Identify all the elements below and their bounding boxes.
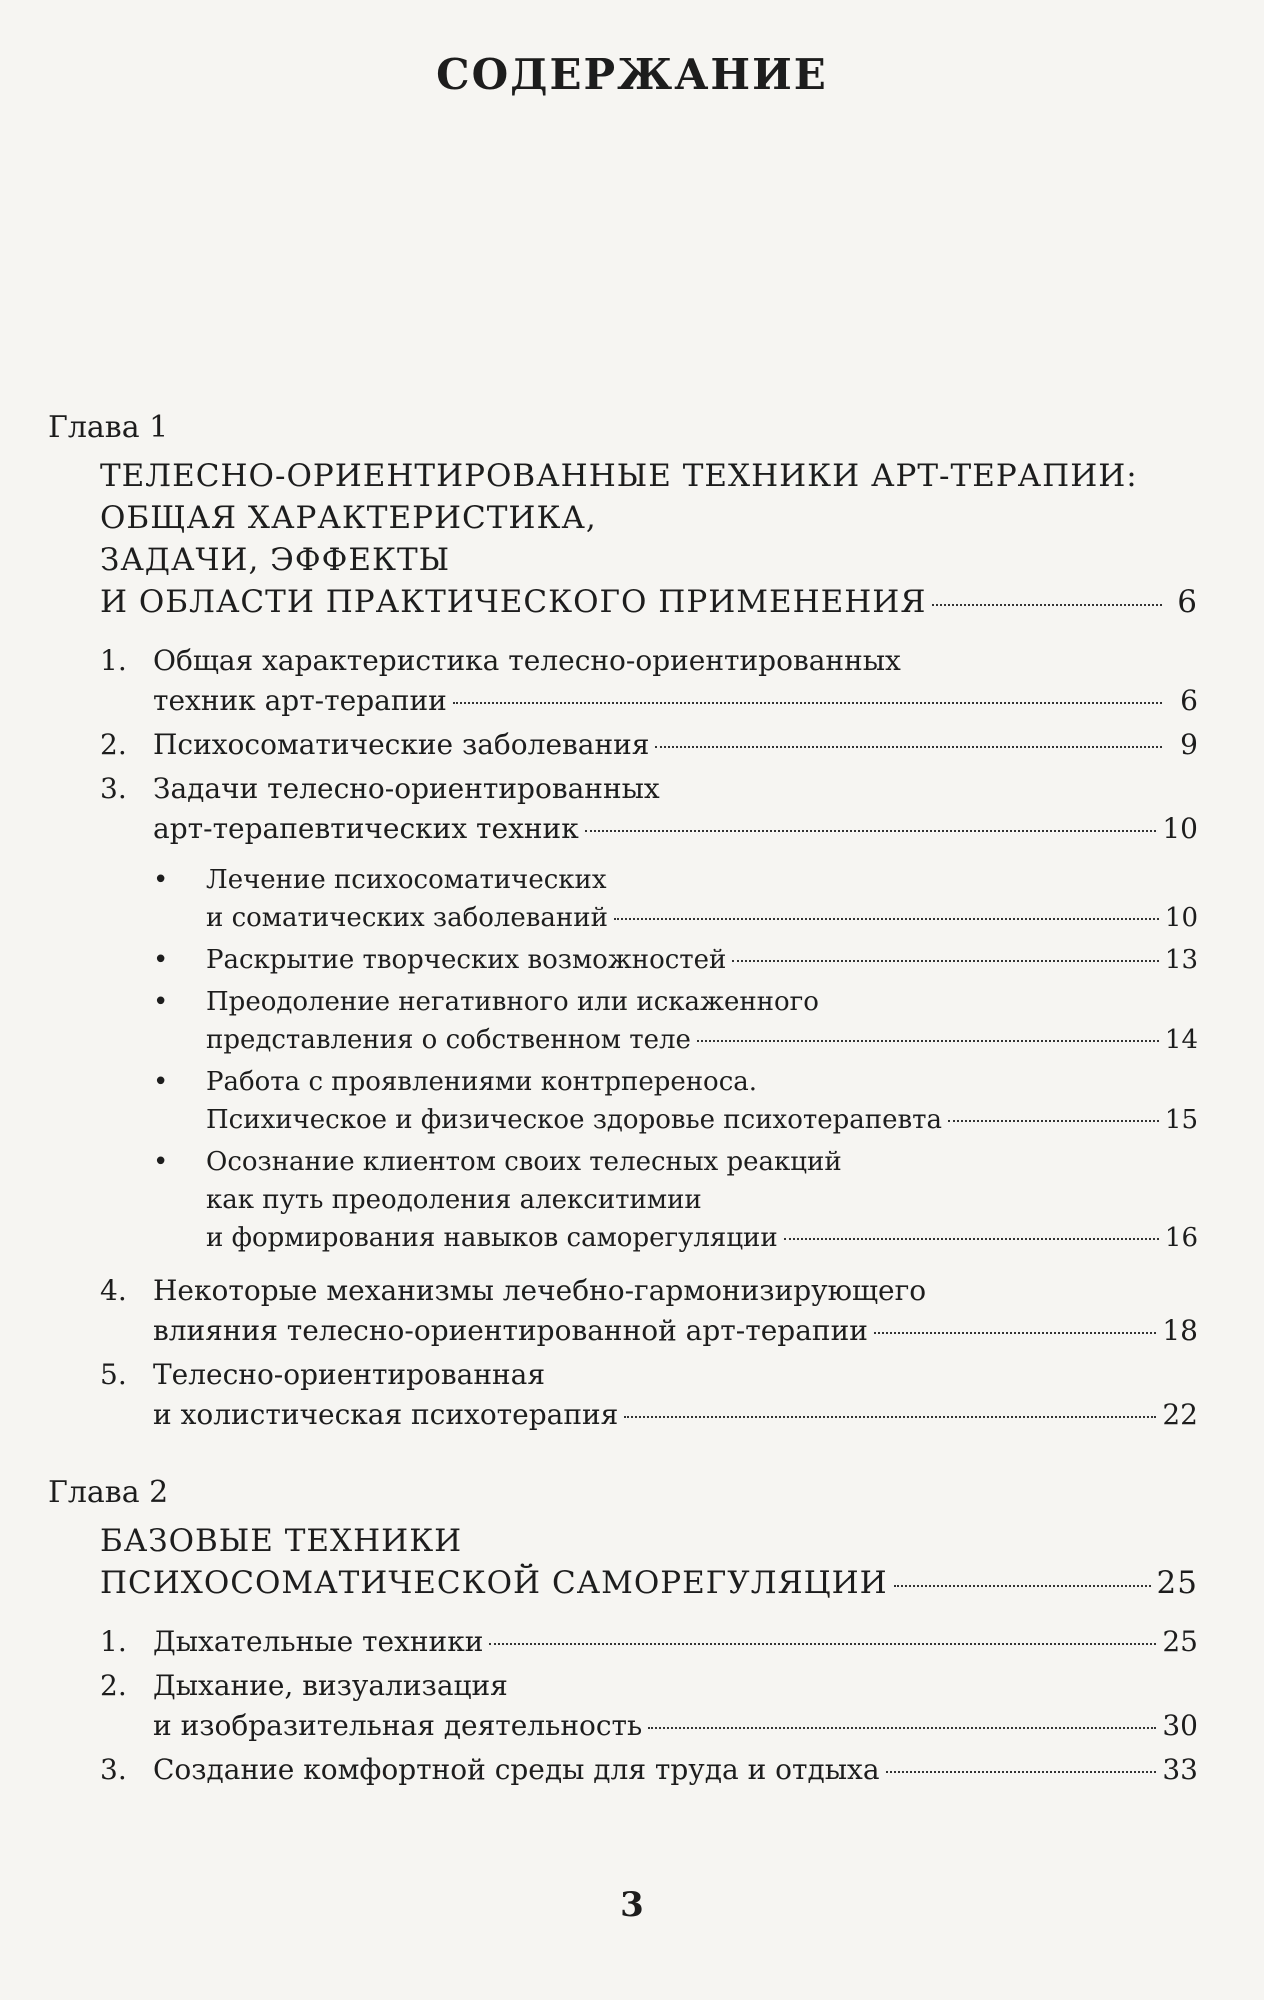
toc-subentry (48, 983, 1198, 1059)
chapter-title-last-line (100, 581, 1198, 623)
dot-leader (453, 702, 1162, 704)
toc-subentry (48, 861, 1198, 937)
chapter-title-line: ПСИХОСОМАТИЧЕСКОЙ САМОРЕГУЛЯЦИИ (100, 1565, 888, 1601)
entry-line: арт-терапевтических техник (153, 812, 579, 845)
page-ref: 25 (1162, 1625, 1198, 1658)
entry-line: Осознание клиентом своих телесных реакций (206, 1147, 842, 1177)
entry-number: 1. (100, 1625, 127, 1658)
dot-leader (886, 1771, 1157, 1773)
chapter-title-line: ЗАДАЧИ, ЭФФЕКТЫ (100, 542, 451, 578)
entry-line: Преодоление негативного или искаженного (206, 987, 819, 1017)
entry-line: Дыхание, визуализация (153, 1669, 508, 1702)
entry-line: и холистическая психотерапия (153, 1398, 619, 1431)
chapter-title-last-line (100, 1562, 1198, 1604)
bullet-icon: • (153, 1147, 169, 1177)
toc-entry (48, 769, 1198, 849)
dot-leader (697, 1040, 1159, 1042)
entry-line: Дыхательные техники (153, 1625, 484, 1658)
dot-leader (624, 1416, 1156, 1418)
chapter-title (100, 1520, 1198, 1604)
chapter-label: Глава 2 (48, 1475, 169, 1510)
entry-line: Психическое и физическое здоровье психотерапевта (206, 1105, 942, 1135)
entry-line: Телесно-ориентированная (153, 1358, 546, 1391)
page-number: 3 (620, 1885, 644, 1925)
subsection-list (48, 861, 1198, 1257)
page-ref: 18 (1162, 1314, 1198, 1347)
page-ref: 9 (1180, 728, 1198, 761)
dot-leader (648, 1727, 1156, 1729)
entry-line: Некоторые механизмы лечебно-гармонизирующего (153, 1274, 927, 1307)
entry-line: и соматических заболеваний (206, 903, 608, 933)
bullet-icon: • (153, 1067, 169, 1097)
chapter-title (100, 455, 1198, 623)
section-list (48, 1622, 1198, 1790)
page-ref: 6 (1177, 584, 1198, 620)
dot-leader (932, 604, 1162, 606)
page-ref: 6 (1180, 684, 1198, 717)
toc (48, 410, 1198, 1830)
bullet-icon: • (153, 987, 169, 1017)
entry-line: Раскрытие творческих возможностей (206, 945, 727, 975)
entry-line: Создание комфортной среды для труда и отдыха (153, 1753, 880, 1786)
entry-line: Общая характеристика телесно-ориентированных (153, 644, 901, 677)
dot-leader (784, 1238, 1159, 1240)
page-ref: 16 (1164, 1223, 1198, 1253)
chapter-title-line: БАЗОВЫЕ ТЕХНИКИ (100, 1523, 463, 1559)
entry-line: и формирования навыков саморегуляции (206, 1223, 778, 1253)
dot-leader (874, 1332, 1156, 1334)
entry-line: Психосоматические заболевания (153, 728, 650, 761)
toc-subentry (48, 1063, 1198, 1139)
entry-line: представления о собственном теле (206, 1025, 691, 1055)
entry-number: 1. (100, 644, 127, 677)
entry-number: 2. (100, 728, 127, 761)
section-list (48, 641, 1198, 1435)
toc-entry (48, 1355, 1198, 1435)
entry-line: влияния телесно-ориентированной арт-терапии (153, 1314, 868, 1347)
page-ref: 13 (1164, 945, 1198, 975)
bullet-icon: • (153, 865, 169, 895)
entry-number: 3. (100, 1753, 127, 1786)
chapter-2 (48, 1475, 1198, 1790)
dot-leader (655, 746, 1162, 748)
chapter-1 (48, 410, 1198, 1435)
chapter-label: Глава 1 (48, 410, 169, 445)
toc-entry (48, 1622, 1198, 1662)
toc-subentry (48, 1143, 1198, 1257)
entry-line: Задачи телесно-ориентированных (153, 772, 660, 805)
toc-entry (48, 1666, 1198, 1746)
dot-leader (585, 830, 1157, 832)
page-ref: 25 (1156, 1565, 1198, 1601)
dot-leader (614, 918, 1159, 920)
dot-leader (732, 960, 1159, 962)
entry-number: 5. (100, 1358, 127, 1391)
entry-line: как путь преодоления алекситимии (206, 1185, 702, 1215)
toc-entry (48, 1750, 1198, 1790)
toc-entry (48, 725, 1198, 765)
entry-line: Лечение психосоматических (206, 865, 607, 895)
entry-line: Работа с проявлениями контрпереноса. (206, 1067, 758, 1097)
page-title: СОДЕРЖАНИЕ (436, 50, 828, 99)
chapter-title-line: ОБЩАЯ ХАРАКТЕРИСТИКА, (100, 500, 597, 536)
chapter-title-line: ТЕЛЕСНО-ОРИЕНТИРОВАННЫЕ ТЕХНИКИ АРТ-ТЕРАПИИ: (100, 458, 1138, 494)
entry-line: техник арт-терапии (153, 684, 447, 717)
page-ref: 10 (1164, 903, 1198, 933)
entry-line: и изобразительная деятельность (153, 1709, 643, 1742)
toc-entry (48, 641, 1198, 721)
chapter-title-line: И ОБЛАСТИ ПРАКТИЧЕСКОГО ПРИМЕНЕНИЯ (100, 584, 927, 620)
toc-subentry (48, 941, 1198, 979)
entry-number: 3. (100, 772, 127, 805)
toc-entry (48, 1271, 1198, 1351)
page-ref: 10 (1162, 812, 1198, 845)
dot-leader (894, 1585, 1151, 1587)
page-ref: 15 (1164, 1105, 1198, 1135)
entry-number: 4. (100, 1274, 127, 1307)
dot-leader (948, 1120, 1159, 1122)
page-ref: 14 (1164, 1025, 1198, 1055)
dot-leader (489, 1643, 1156, 1645)
page-ref: 33 (1162, 1753, 1198, 1786)
entry-number: 2. (100, 1669, 127, 1702)
page-ref: 22 (1162, 1398, 1198, 1431)
bullet-icon: • (153, 945, 169, 975)
page-ref: 30 (1162, 1709, 1198, 1742)
